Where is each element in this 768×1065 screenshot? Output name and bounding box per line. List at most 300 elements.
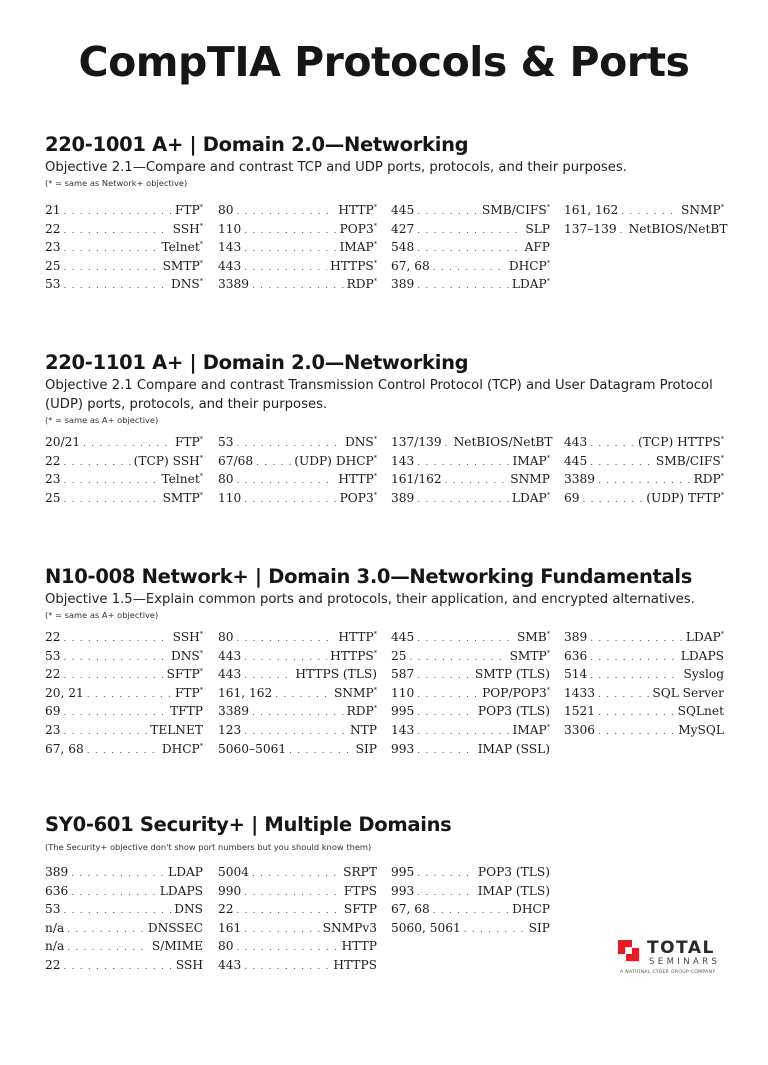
port-number: 993 <box>391 883 415 898</box>
port-row <box>391 686 550 705</box>
protocol-name <box>148 921 203 935</box>
port-number: 22 <box>218 902 234 917</box>
same-objective-marker: * <box>199 472 203 481</box>
port-number: 53 <box>45 648 61 663</box>
protocol-label: DNS <box>174 902 203 917</box>
protocol-name <box>340 491 377 505</box>
protocol-label: SMTP (TLS) <box>474 667 550 682</box>
protocol-label: LDAP <box>511 490 547 505</box>
port-column <box>564 435 724 509</box>
dot-leader <box>64 634 170 644</box>
same-objective-marker: * <box>199 490 203 499</box>
protocol-label: HTTP <box>341 939 377 954</box>
protocol-label: DHCP <box>508 258 547 273</box>
port-row <box>218 259 377 278</box>
dot-leader <box>256 458 291 468</box>
same-objective-marker: * <box>546 685 550 694</box>
port-row <box>391 472 550 491</box>
port-number: 80 <box>218 939 234 954</box>
port-number: 5004 <box>218 865 250 879</box>
protocol-name <box>175 435 203 449</box>
protocol-label: (UDP) TFTP <box>646 490 721 505</box>
dot-leader <box>590 653 678 663</box>
port-row <box>45 259 203 278</box>
protocol-label: Telnet <box>161 240 200 255</box>
port-row <box>218 435 377 454</box>
same-objective-marker: * <box>373 629 377 638</box>
port-number: 3389 <box>218 277 250 292</box>
port-number: 80 <box>218 630 234 644</box>
protocol-label: MySQL <box>678 722 724 737</box>
port-number: 20/21 <box>45 435 81 449</box>
port-row <box>45 649 203 668</box>
section-note: (* = same as A+ objective) <box>45 610 159 620</box>
protocol-label: SQLnet <box>677 704 724 719</box>
port-number: 137/139 <box>391 435 442 449</box>
protocol-label: SFTP <box>166 667 200 682</box>
protocol-name <box>333 958 377 972</box>
protocol-label: SQL Server <box>652 685 724 700</box>
protocol-label: TELNET <box>150 722 203 737</box>
protocol-label: RDP <box>693 472 721 487</box>
port-number: 22 <box>45 453 61 468</box>
same-objective-marker: * <box>546 202 550 211</box>
same-objective-marker: * <box>373 453 377 462</box>
port-row <box>45 203 203 222</box>
port-number: 445 <box>391 630 415 644</box>
protocol-label: FTP <box>174 203 200 217</box>
protocol-name <box>334 686 377 700</box>
section-objective: Objective 2.1—Compare and contrast TCP and UDP ports, protocols, and their purposes. <box>45 160 627 175</box>
port-number: 389 <box>391 490 415 505</box>
protocol-name <box>167 667 203 681</box>
protocol-name <box>454 435 553 449</box>
protocol-name <box>171 649 203 663</box>
protocol-name <box>482 686 550 700</box>
protocol-label: DNS <box>170 277 200 292</box>
same-objective-marker: * <box>373 258 377 267</box>
port-row <box>218 686 377 705</box>
port-row <box>45 704 203 723</box>
port-row <box>218 921 377 940</box>
protocol-label: LDAPS <box>159 883 203 898</box>
dot-leader <box>244 925 319 935</box>
protocol-name <box>345 435 377 449</box>
same-objective-marker: * <box>199 434 203 443</box>
port-row <box>391 921 550 940</box>
section-title: 220-1001 A+ | Domain 2.0—Networking <box>45 133 469 156</box>
protocol-name <box>330 649 377 663</box>
port-number: 53 <box>45 277 61 292</box>
same-objective-marker: * <box>373 277 377 286</box>
dot-leader <box>64 653 168 663</box>
port-row <box>45 939 203 958</box>
same-objective-marker: * <box>720 453 724 462</box>
protocol-name <box>163 491 203 505</box>
port-number: 161, 162 <box>218 685 273 700</box>
protocol-name <box>652 686 724 700</box>
protocol-name <box>681 649 724 663</box>
protocol-name <box>163 259 203 273</box>
port-number: 143 <box>391 453 415 468</box>
port-row <box>218 203 377 222</box>
dot-leader <box>417 207 479 217</box>
port-row <box>564 472 724 491</box>
dot-leader <box>64 708 168 718</box>
port-row <box>391 649 550 668</box>
protocol-label: IMAP <box>512 453 547 468</box>
port-number: 3389 <box>218 704 250 719</box>
protocol-label: DNS <box>170 648 200 663</box>
protocol-name <box>160 884 203 898</box>
dot-leader <box>417 708 475 718</box>
protocol-name <box>176 958 203 972</box>
protocol-name <box>152 939 203 953</box>
port-row <box>564 704 724 723</box>
port-row <box>218 472 377 491</box>
protocol-name <box>678 704 724 718</box>
port-row <box>45 723 203 742</box>
same-objective-marker: * <box>199 685 203 694</box>
port-number: 443 <box>564 435 588 449</box>
port-number: 22 <box>45 630 61 644</box>
protocol-label: FTP <box>174 435 200 449</box>
port-number: 53 <box>45 902 61 917</box>
section-objective: Objective 1.5—Explain common ports and protocols, their application, and encrypted alternatives. <box>45 592 695 607</box>
port-row <box>391 240 550 259</box>
protocol-label: IMAP (TLS) <box>477 883 550 898</box>
port-row <box>218 222 377 241</box>
port-number: 3306 <box>564 722 596 737</box>
protocol-label: POP3 <box>339 221 374 236</box>
same-objective-marker: * <box>373 490 377 499</box>
port-number: n/a <box>45 920 65 935</box>
dot-leader <box>598 476 691 486</box>
protocol-label: FTP <box>174 685 200 700</box>
port-number: 137–139 <box>564 221 617 236</box>
dot-leader <box>590 634 683 644</box>
port-number: 636 <box>564 648 588 663</box>
same-objective-marker: * <box>373 704 377 713</box>
dot-leader <box>598 690 649 700</box>
same-objective-marker: * <box>199 202 203 211</box>
port-row <box>391 454 550 473</box>
port-column <box>564 630 724 742</box>
dot-leader <box>275 690 331 700</box>
port-row <box>45 222 203 241</box>
dot-leader <box>237 906 341 916</box>
port-number: 110 <box>391 685 415 700</box>
port-row <box>45 742 203 761</box>
section-note: (* = same as A+ objective) <box>45 415 159 425</box>
port-number: 110 <box>218 490 242 505</box>
protocol-label: IMAP <box>512 722 547 737</box>
protocol-name <box>323 921 377 935</box>
port-column <box>218 630 377 760</box>
protocol-name <box>478 742 550 756</box>
protocol-label: NetBIOS/NetBT <box>628 221 728 236</box>
port-number: 22 <box>45 957 61 972</box>
dot-leader <box>621 207 678 217</box>
protocol-name <box>173 222 203 236</box>
dot-leader <box>237 439 342 449</box>
port-row <box>391 491 550 510</box>
port-number: 427 <box>391 221 415 236</box>
protocol-name <box>344 902 377 916</box>
protocol-name <box>512 491 550 505</box>
protocol-name <box>338 630 377 644</box>
same-objective-marker: * <box>720 434 724 443</box>
protocol-name <box>338 472 377 486</box>
same-objective-marker: * <box>546 453 550 462</box>
protocol-name <box>525 222 550 236</box>
dot-leader <box>417 869 475 879</box>
dot-leader <box>410 653 507 663</box>
section-objective: Objective 2.1 Compare and contrast Transmission Control Protocol (TCP) and User Datagram Protocol (UDP) ports, protocols, and their purposes. <box>45 378 713 412</box>
port-number: n/a <box>45 939 65 954</box>
dot-leader <box>417 458 509 468</box>
port-number: 67, 68 <box>45 741 84 756</box>
protocol-label: DHCP <box>161 741 200 756</box>
protocol-name <box>512 723 550 737</box>
protocol-label: HTTPS (TLS) <box>295 667 377 682</box>
port-number: 80 <box>218 472 234 487</box>
port-column <box>45 630 203 760</box>
protocol-name <box>344 884 377 898</box>
port-row <box>45 686 203 705</box>
dot-leader <box>417 634 514 644</box>
port-number: 143 <box>391 722 415 737</box>
port-row <box>45 491 203 510</box>
protocol-label: HTTP <box>338 203 374 217</box>
port-row <box>218 491 377 510</box>
protocol-name <box>509 259 550 273</box>
port-row <box>218 884 377 903</box>
protocol-label: SMTP <box>162 258 200 273</box>
dot-leader <box>87 746 159 756</box>
protocol-name <box>681 203 724 217</box>
port-number: 67, 68 <box>391 258 430 273</box>
total-seminars-mark-icon <box>618 940 640 962</box>
same-objective-marker: * <box>546 629 550 638</box>
section-title: SY0-601 Security+ | Multiple Domains <box>45 813 452 836</box>
dot-leader <box>417 495 509 505</box>
port-row <box>391 742 550 761</box>
port-number: 25 <box>45 258 61 273</box>
port-column <box>391 865 550 939</box>
protocol-name <box>646 491 724 505</box>
port-row <box>45 454 203 473</box>
port-number: 22 <box>45 667 61 682</box>
same-objective-marker: * <box>546 258 550 267</box>
protocol-name <box>525 240 550 254</box>
port-number: 990 <box>218 883 242 898</box>
same-objective-marker: * <box>720 202 724 211</box>
dot-leader <box>64 458 131 468</box>
port-row <box>218 939 377 958</box>
port-row <box>218 742 377 761</box>
port-number: 445 <box>391 203 415 217</box>
protocol-label: SSH <box>175 957 203 972</box>
protocol-label: SNMP <box>510 472 550 487</box>
protocol-label: LDAPS <box>680 648 724 663</box>
protocol-name <box>342 939 377 953</box>
port-number: 21 <box>45 203 61 217</box>
dot-leader <box>417 671 472 681</box>
protocol-name <box>478 865 550 879</box>
logo-subbrand: SEMINARS <box>649 957 721 967</box>
port-number: 443 <box>218 258 242 273</box>
port-number: 389 <box>391 277 415 292</box>
protocol-name <box>510 649 550 663</box>
protocol-name <box>170 704 203 718</box>
port-number: 23 <box>45 472 61 487</box>
same-objective-marker: * <box>720 629 724 638</box>
dot-leader <box>64 476 159 486</box>
port-number: 1521 <box>564 704 596 719</box>
port-number: 161, 162 <box>564 203 619 217</box>
section-n10-008 <box>45 564 735 830</box>
dot-leader <box>598 708 675 718</box>
dot-leader <box>71 888 157 898</box>
dot-leader <box>67 943 149 953</box>
protocol-name <box>175 203 203 217</box>
protocol-name <box>656 454 724 468</box>
dot-leader <box>583 495 644 505</box>
protocol-name <box>295 667 377 681</box>
dot-leader <box>244 495 336 505</box>
port-row <box>564 491 724 510</box>
dot-leader <box>252 708 344 718</box>
protocol-name <box>343 865 377 879</box>
port-columns <box>45 630 735 830</box>
port-number: 3389 <box>564 472 596 487</box>
same-objective-marker: * <box>720 490 724 499</box>
port-column <box>45 203 203 296</box>
dot-leader <box>252 869 340 879</box>
protocol-label: Telnet <box>161 472 200 487</box>
protocol-name <box>512 902 550 916</box>
dot-leader <box>417 746 474 756</box>
dot-leader <box>289 746 352 756</box>
protocol-label: Syslog <box>683 667 724 682</box>
protocol-name <box>174 902 203 916</box>
port-number: 67/68 <box>218 453 254 468</box>
same-objective-marker: * <box>546 722 550 731</box>
protocol-name <box>638 435 724 449</box>
dot-leader <box>445 476 508 486</box>
section-note: (The Security+ objective don't show port numbers but you should know them) <box>45 842 372 852</box>
protocol-name <box>339 240 377 254</box>
dot-leader <box>64 226 170 236</box>
dot-leader <box>417 226 522 236</box>
port-number: 23 <box>45 722 61 737</box>
protocol-label: (UDP) DHCP <box>294 453 374 468</box>
total-seminars-logo <box>618 938 728 978</box>
protocol-label: IMAP <box>339 240 374 255</box>
port-row <box>391 667 550 686</box>
port-row <box>45 958 203 977</box>
port-row <box>45 884 203 903</box>
dot-leader <box>64 207 172 217</box>
dot-leader <box>417 281 509 291</box>
port-row <box>218 240 377 259</box>
port-number: 443 <box>218 957 242 972</box>
port-row <box>564 686 724 705</box>
dot-leader <box>590 458 653 468</box>
port-number: 995 <box>391 865 415 879</box>
protocol-name <box>482 203 550 217</box>
port-column <box>218 435 377 509</box>
dot-leader <box>237 207 336 217</box>
protocol-name <box>173 630 203 644</box>
port-row <box>564 435 724 454</box>
port-row <box>45 630 203 649</box>
port-number: 23 <box>45 240 61 255</box>
port-number: 443 <box>218 667 242 682</box>
protocol-name <box>347 277 377 291</box>
dot-leader <box>64 244 159 254</box>
port-row <box>218 454 377 473</box>
protocol-name <box>694 472 724 486</box>
port-row <box>391 259 550 278</box>
port-row <box>218 865 377 884</box>
port-row <box>391 902 550 921</box>
dot-leader <box>244 653 327 663</box>
protocol-name <box>678 723 724 737</box>
port-column <box>391 203 550 296</box>
protocol-name <box>347 704 377 718</box>
protocol-label: (TCP) SSH <box>133 453 200 468</box>
dot-leader <box>417 888 474 898</box>
protocol-label: DHCP <box>512 902 550 917</box>
logo-brand: TOTAL <box>647 938 715 958</box>
port-number: 1433 <box>564 685 596 700</box>
dot-leader <box>87 690 172 700</box>
dot-leader <box>244 226 336 236</box>
port-row <box>564 630 724 649</box>
dot-leader <box>590 439 635 449</box>
port-row <box>218 277 377 296</box>
dot-leader <box>67 925 145 935</box>
protocol-name <box>338 203 377 217</box>
port-number: 69 <box>564 490 580 505</box>
port-row <box>45 921 203 940</box>
port-row <box>218 958 377 977</box>
port-number: 548 <box>391 240 415 255</box>
dot-leader <box>237 943 339 953</box>
dot-leader <box>71 869 165 879</box>
protocol-label: SMB <box>516 630 547 644</box>
protocol-name <box>475 667 550 681</box>
protocol-name <box>294 454 377 468</box>
protocol-name <box>686 630 724 644</box>
dot-leader <box>244 244 336 254</box>
dot-leader <box>244 962 330 972</box>
port-column <box>391 435 553 509</box>
page-title: CompTIA Protocols & Ports <box>78 38 690 86</box>
port-number: 443 <box>218 648 242 663</box>
dot-leader <box>244 888 341 898</box>
dot-leader <box>464 925 526 935</box>
protocol-label: SRPT <box>343 865 377 879</box>
dot-leader <box>64 906 172 916</box>
protocol-label: SIP <box>528 920 550 935</box>
dot-leader <box>417 244 521 254</box>
protocol-name <box>340 222 377 236</box>
port-column <box>218 865 377 977</box>
section-title: N10-008 Network+ | Domain 3.0—Networking Fundamentals <box>45 565 693 588</box>
